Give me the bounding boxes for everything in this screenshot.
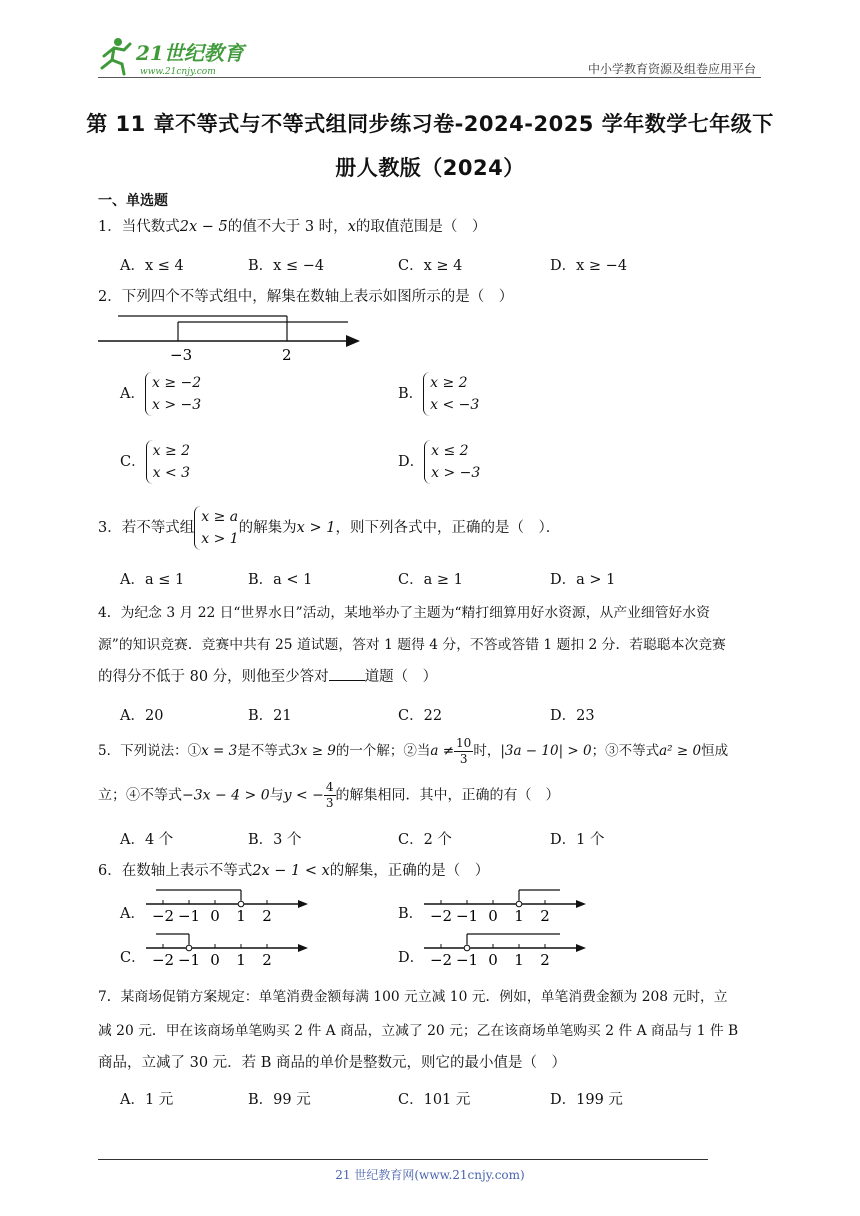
- q3-option-b: B．a < 1: [248, 572, 313, 588]
- q2-number-line: [98, 308, 363, 364]
- tick-label: −1: [177, 951, 201, 969]
- footer-divider: [98, 1159, 708, 1160]
- q6-option-b-label: B．: [398, 906, 424, 922]
- q6-numberline-b: [420, 886, 590, 926]
- q5-option-c: C．2 个: [398, 832, 452, 848]
- axis-label-2: 2: [282, 346, 292, 364]
- q4-option-a: A．20: [120, 708, 164, 724]
- question-2: 2．下列四个不等式组中，解集在数轴上表示如图所示的是（ ）: [98, 289, 514, 305]
- logo-text: 21世纪教育: [136, 41, 244, 65]
- logo-url: www.21cnjy.com: [140, 67, 216, 77]
- footer-text: 21 世纪教育网(www.21cnjy.com): [335, 1168, 525, 1182]
- axis-label-neg3: −3: [170, 346, 193, 364]
- tick-label: 2: [540, 951, 550, 969]
- section-heading: 一、单选题: [98, 193, 168, 209]
- q3-option-a: A．a ≤ 1: [120, 572, 185, 588]
- header-divider: [98, 77, 761, 78]
- q5-option-b: B．3 个: [248, 832, 302, 848]
- q2-option-d: D．x ≤ 2 x > −3: [398, 440, 480, 484]
- q6-numberline-c: [142, 930, 312, 970]
- question-5-line-1: 5．下列说法：①x = 3是不等式3x ≥ 9的一个解；②当a ≠ $\frac{10}{3}$ 时，|3a − 10| > 0；③不等式a² ≥ 0恒成: [98, 736, 729, 766]
- question-5-line-2: 立；④不等式−3x − 4 > 0与y < − $\frac{4}{3}$ 的解集相同．其中，正确的有（ ）: [98, 780, 560, 810]
- q7-option-a: A．1 元: [120, 1092, 174, 1108]
- site-logo: [96, 34, 266, 78]
- q2-option-a: A．x ≥ −2 x > −3: [120, 372, 201, 416]
- question-7-line-3: 商品，立减了 30 元．若 B 商品的单价是整数元，则它的最小值是（ ）: [98, 1055, 567, 1071]
- tick-label: −2: [429, 951, 453, 969]
- tick-label: 2: [262, 951, 272, 969]
- q3-option-d: D．a > 1: [550, 572, 616, 588]
- q4-option-c: C．22: [398, 708, 443, 724]
- question-3: 3．若不等式组x ≥ a x > 1的解集为x > 1，则下列各式中，正确的是（ ）．: [98, 506, 763, 550]
- q5-option-d: D．1 个: [550, 832, 605, 848]
- q6-option-c-label: C．: [120, 950, 146, 966]
- tick-label: −2: [429, 907, 453, 925]
- question-6: 6．在数轴上表示不等式2x − 1 < x的解集，正确的是（ ）: [98, 863, 490, 879]
- q3-option-c: C．a ≥ 1: [398, 572, 463, 588]
- tick-label: 1: [514, 907, 524, 925]
- tick-label: −1: [177, 907, 201, 925]
- question-4-line-2: 源”的知识竞赛．竞赛中共有 25 道试题，答对 1 题得 4 分，不答或答错 1 题扣 2 分．若聪聪本次竞赛: [98, 637, 726, 653]
- tick-label: 2: [262, 907, 272, 925]
- q1-option-a: A．x ≤ 4: [120, 258, 184, 274]
- runner-icon: [102, 38, 130, 74]
- q1-option-d: D．x ≥ −4: [550, 258, 628, 274]
- tick-label: 1: [236, 907, 246, 925]
- answer-blank: [329, 666, 365, 681]
- tick-label: −2: [151, 907, 175, 925]
- q6-option-a-label: A．: [120, 906, 145, 922]
- tick-label: 0: [488, 951, 498, 969]
- q6-option-d-label: D．: [398, 950, 425, 966]
- q7-option-c: C．101 元: [398, 1092, 471, 1108]
- tick-label: −1: [455, 907, 479, 925]
- question-4-line-1: 4．为纪念 3 月 22 日“世界水日”活动，某地举办了主题为“精打细算用好水资源，从产业细管好水资: [98, 605, 710, 621]
- tick-label: −1: [455, 951, 479, 969]
- tick-label: 1: [236, 951, 246, 969]
- tick-label: −2: [151, 951, 175, 969]
- q5-option-a: A．4 个: [120, 832, 174, 848]
- question-4-line-3: 的得分不低于 80 分，则他至少答对 道题（ ）: [98, 662, 763, 692]
- q7-option-b: B．99 元: [248, 1092, 311, 1108]
- q1-option-b: B．x ≤ −4: [248, 258, 325, 274]
- q6-numberline-a: [142, 886, 312, 926]
- q2-option-c: C．x ≥ 2 x < 3: [120, 440, 190, 484]
- question-7-line-2: 减 20 元．甲在该商场单笔购买 2 件 A 商品，立减了 20 元；乙在该商场单笔购买 2 件 A 商品与 1 件 B: [98, 1023, 739, 1039]
- q1-option-c: C．x ≥ 4: [398, 258, 463, 274]
- q4-option-d: D．23: [550, 708, 595, 724]
- platform-name: 中小学教育资源及组卷应用平台: [587, 62, 756, 76]
- question-7-line-1: 7．某商场促销方案规定：单笔消费金额每满 100 元立减 10 元．例如，单笔消费金额为 208 元时，立: [98, 989, 728, 1005]
- tick-label: 0: [210, 907, 220, 925]
- title-line-1: 第 11 章不等式与不等式组同步练习卷-2024-2025 学年数学七年级下: [86, 112, 774, 136]
- q7-option-d: D．199 元: [550, 1092, 623, 1108]
- q4-option-b: B．21: [248, 708, 292, 724]
- title-line-2: 册人教版（2024）: [335, 156, 525, 180]
- q2-option-b: B．x ≥ 2 x < −3: [398, 372, 479, 416]
- q6-numberline-d: [420, 930, 590, 970]
- tick-label: 1: [514, 951, 524, 969]
- tick-label: 0: [210, 951, 220, 969]
- question-1: 1．当代数式2x − 5的值不大于 3 时，x的取值范围是（ ）: [98, 219, 487, 235]
- tick-label: 2: [540, 907, 550, 925]
- tick-label: 0: [488, 907, 498, 925]
